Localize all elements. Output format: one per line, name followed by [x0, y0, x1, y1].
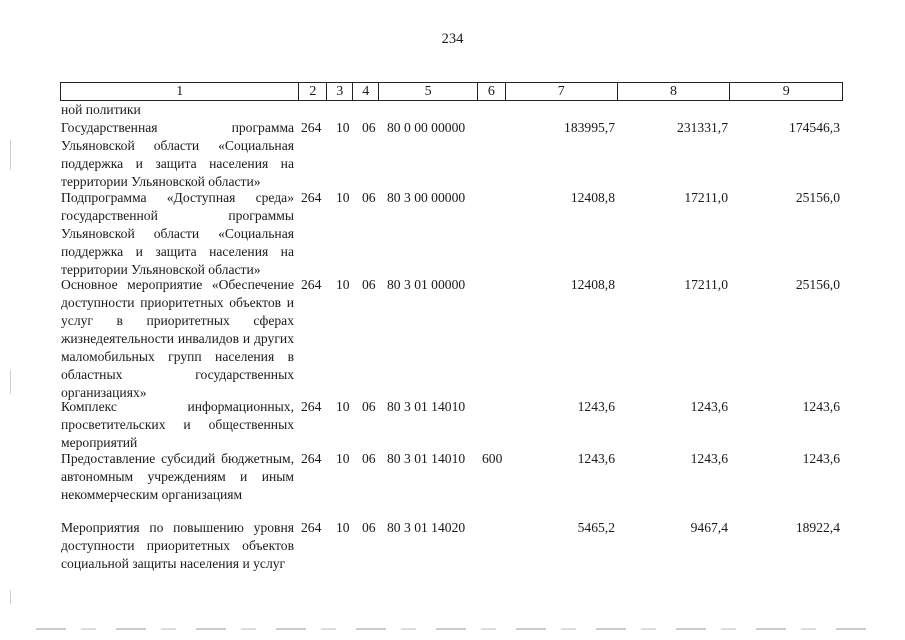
row-description: Основное мероприятие «Обеспечение доступности приоритетных объектов и услуг в приоритетных сферах жизнедеятельности инвалидов и других маломобильных групп населения в областных государственных организациях»: [61, 277, 294, 400]
header-cell-3: 3: [327, 83, 353, 100]
header-cell-4: 4: [353, 83, 379, 100]
header-cell-7: 7: [506, 83, 618, 100]
row-code-6: 600: [482, 451, 503, 466]
row-code-2: 264: [301, 190, 322, 205]
row-amount-9: 174546,3: [789, 120, 840, 135]
header-cell-1: 1: [61, 83, 299, 100]
header-cell-5: 5: [379, 83, 478, 100]
row-description: Предоставление субсидий бюджетным, автономным учреждениям и иным некоммерческим организациям: [61, 451, 294, 502]
scan-edge-mark: [10, 590, 11, 604]
row-code-5: 80 3 01 14010: [387, 451, 466, 466]
scan-bottom-edge: [36, 628, 876, 630]
row-amount-7: 1243,6: [577, 451, 615, 466]
row-code-5: 80 0 00 00000: [387, 120, 466, 135]
table-header: [60, 82, 843, 101]
row-code-5: 80 3 01 00000: [387, 277, 466, 292]
row-amount-7: 12408,8: [570, 277, 615, 292]
row-code-2: 264: [301, 520, 322, 535]
row-code-2: 264: [301, 399, 322, 414]
row-amount-9: 1243,6: [802, 399, 840, 414]
row-amount-8: 17211,0: [684, 277, 728, 292]
row-code-2: 264: [301, 277, 322, 292]
row-amount-7: 1243,6: [577, 399, 615, 414]
row-code-4: 06: [362, 451, 376, 466]
row-code-4: 06: [362, 120, 376, 135]
row-code-3: 10: [336, 520, 350, 535]
page-number: 234: [441, 31, 464, 47]
row-code-4: 06: [362, 190, 376, 205]
row-code-4: 06: [362, 277, 376, 292]
row-code-3: 10: [336, 399, 350, 414]
row-amount-8: 1243,6: [690, 451, 728, 466]
row-description: Подпрограмма «Доступная среда» государственной программы Ульяновской области «Социальная поддержка и защита населения на территории Ульяновской области»: [61, 190, 294, 277]
row-amount-8: 1243,6: [690, 399, 728, 414]
row-amount-7: 5465,2: [577, 520, 615, 535]
row-amount-7: 183995,7: [564, 120, 615, 135]
row-code-3: 10: [336, 120, 350, 135]
row-amount-8: 17211,0: [684, 190, 728, 205]
header-cell-2: 2: [299, 83, 327, 100]
row-code-2: 264: [301, 451, 322, 466]
header-cell-9: 9: [782, 84, 790, 99]
row-code-3: 10: [336, 190, 350, 205]
row-amount-9: 25156,0: [795, 277, 840, 292]
row-amount-9: 18922,4: [795, 520, 840, 535]
scan-edge-mark: [10, 140, 11, 170]
row-code-3: 10: [336, 277, 350, 292]
row-amount-8: 231331,7: [677, 120, 728, 135]
row-code-5: 80 3 01 14010: [387, 399, 466, 414]
row-code-5: 80 3 01 14020: [387, 520, 466, 535]
row-code-4: 06: [362, 520, 376, 535]
row-amount-7: 12408,8: [570, 190, 615, 205]
row-code-5: 80 3 00 00000: [387, 190, 466, 205]
row-code-4: 06: [362, 399, 376, 414]
row-amount-8: 9467,4: [690, 520, 728, 535]
row-description: Мероприятия по повышению уровня доступности приоритетных объектов социальной защиты населения и услуг: [61, 520, 294, 571]
row-description: Государственная программа Ульяновской области «Социальная поддержка и защита населения на территории Ульяновской области»: [61, 120, 294, 189]
row-description: Комплекс информационных, просветительских и общественных мероприятий: [61, 399, 294, 450]
row-code-3: 10: [336, 451, 350, 466]
row-code-2: 264: [301, 120, 322, 135]
row-amount-9: 1243,6: [802, 451, 840, 466]
row-amount-9: 25156,0: [795, 190, 840, 205]
continuation-text: ной политики: [61, 102, 141, 117]
header-cell-6: 6: [478, 83, 506, 100]
scan-edge-mark: [10, 370, 11, 394]
header-cell-8: 8: [618, 83, 731, 100]
